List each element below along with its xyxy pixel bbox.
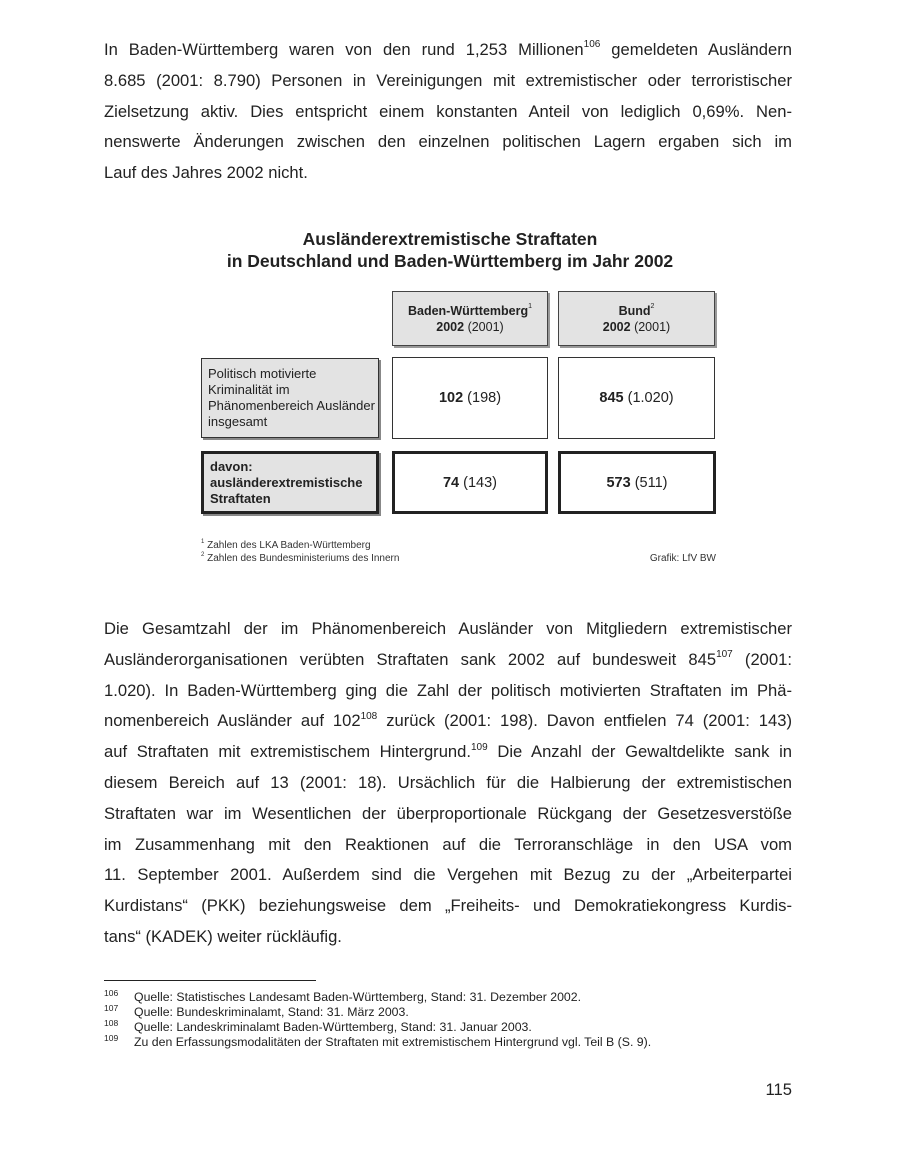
table-cell: 74 (143)	[392, 451, 548, 514]
text-line: In Baden-Württemberg waren von den rund 1,253 Millionen$^{106}$ gemeldeten Ausländern	[104, 39, 792, 59]
text-line: im Zusammenhang mit den Reaktionen auf die Terroranschläge in den USA vom	[104, 834, 792, 854]
text-line: 1.020). In Baden-Württemberg ging die Zahl der politisch motivierten Straftaten im Phä-	[104, 680, 792, 700]
table-cell: 102 (198)	[392, 357, 548, 439]
text-line: Straftaten war im Wesentlichen der überproportionale Rückgang der Gesetzesverstöße	[104, 803, 792, 823]
column-header-bund: Bund$^2$ 2002 (2001)	[558, 291, 715, 346]
figure-note: $^2$ Zahlen des Bundesministeriums des Innern	[201, 551, 400, 564]
table-cell: 573 (511)	[558, 451, 716, 514]
text-line: 11. September 2001. Außerdem sind die Vergehen mit Bezug zu der „Arbeiterpartei	[104, 865, 792, 885]
footnote-ref[interactable]: 106	[583, 39, 601, 51]
figure-credit: Grafik: LfV BW	[649, 553, 716, 564]
text-line: auf Straftaten mit extremistischem Hintergrund.$^{109}$ Die Anzahl der Gewaltdelikte sank in	[104, 741, 792, 762]
footnote-ref[interactable]: 108	[360, 710, 378, 722]
figure-note: $^1$ Zahlen des LKA Baden-Württemberg	[201, 538, 371, 551]
text-line: nomenbereich Ausländer auf $102^{108}$ zurück (2001: 198). Davon entfielen 74 (2001: 143)	[104, 710, 792, 731]
footnote-divider	[104, 980, 316, 981]
text-line: Zielsetzung aktiv. Dies entspricht einem konstanten Anteil von lediglich 0,69%. Nen-	[104, 101, 792, 121]
text-line: Die Gesamtzahl der im Phänomenbereich Ausländer von Mitgliedern extremistischer	[104, 619, 792, 638]
text-line: Lauf des Jahres 2002 nicht.	[104, 163, 308, 183]
page-number: 115	[765, 1080, 792, 1099]
text-line: nenswerte Änderungen zwischen den einzelnen politischen Lagern ergaben sich im	[104, 132, 792, 152]
table-cell: 845 (1.020)	[558, 357, 715, 439]
figure-title-line: Ausländerextremistische Straftaten	[302, 229, 598, 249]
figure-title-line: in Deutschland und Baden-Württemberg im Jahr 2002	[226, 251, 674, 271]
row-label-text: Politisch motivierte Kriminalität im Phänomenbereich Ausländer insgesamt	[208, 366, 375, 429]
text-line: Ausländerorganisationen verübten Straftaten sank 2002 auf bundesweit $845^{107}$ (2001:	[104, 649, 792, 669]
row-label-extremist	[201, 451, 379, 514]
intro-paragraph	[104, 35, 792, 189]
footnote-ref[interactable]: 109	[471, 741, 488, 753]
text-line: tans“ (KADEK) weiter rückläufig.	[104, 926, 342, 946]
text-line: Kurdistans“ (PKK) beziehungsweise dem „Freiheits- und Demokratiekongress Kurdis-	[104, 896, 792, 916]
row-label-text: davon: ausländerextremistische Straftaten	[210, 458, 363, 506]
body-paragraph	[104, 614, 792, 953]
text-line: diesem Bereich auf 13 (2001: 18). Ursächlich für die Halbierung der extremistischen	[104, 772, 792, 792]
figure-title	[100, 228, 800, 272]
text-line: 8.685 (2001: 8.790) Personen in Vereinigungen mit extremistischer oder terroristischer	[104, 70, 792, 90]
footnote-ref[interactable]: 107	[716, 649, 733, 661]
column-header-bw: Baden-Württemberg$^1$ 2002 (2001)	[392, 291, 548, 346]
row-label-total	[201, 358, 379, 438]
